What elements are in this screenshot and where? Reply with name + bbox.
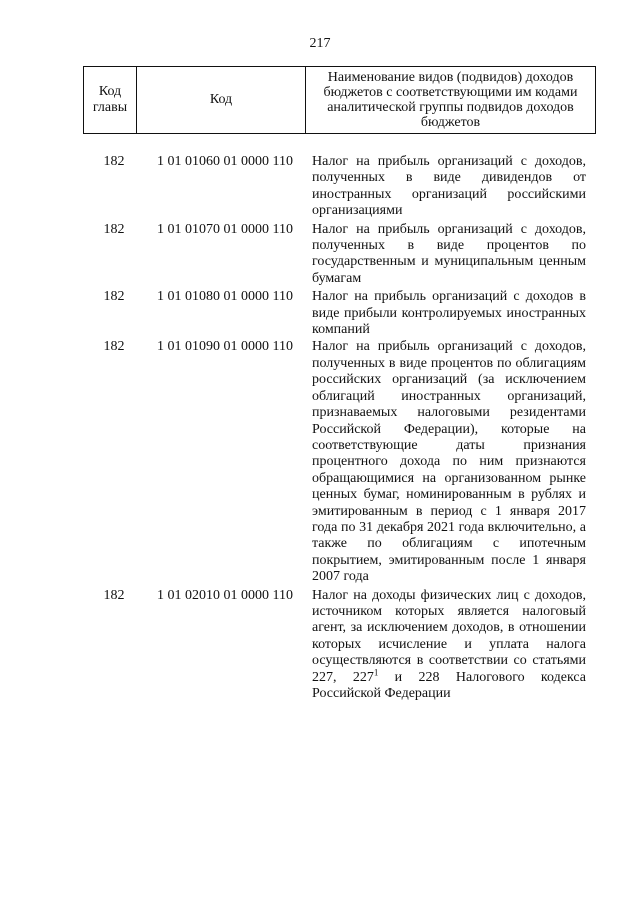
income-name: Налог на прибыль организаций с доходов в виде прибыли контролируемых иностранных компаний: [312, 289, 586, 338]
income-code: 1 01 01090 01 0000 110: [157, 339, 293, 355]
chapter-code: 182: [103, 587, 125, 603]
chapter-code: 182: [103, 339, 125, 355]
table-row: [0, 588, 640, 703]
table-row: [0, 154, 640, 220]
table-header: [83, 66, 596, 134]
income-name: Налог на прибыль организаций с доходов, полученных в виде процентов по облигациям российских организаций (за исключением облигаций иностранных организаций, признаваемых налоговыми резидентами Российской Федерации), которые на соответствующие даты признания процентного дохода по ним признаются обращающимися на организованном рынке ценных бумаг, номинированным в рублях и эмитированным в период с 1 января 2017 года по 31 декабря 2021 года включительно, а также по облигациям с ипотечным покрытием, эмитированным после 1 января 2007 года: [312, 339, 586, 585]
table-row: [0, 289, 640, 338]
income-name: [310, 588, 586, 703]
income-code: 1 01 01080 01 0000 110: [157, 289, 293, 305]
header-code: Код: [137, 67, 306, 133]
chapter-code: 182: [103, 221, 125, 237]
chapter-code: 182: [103, 154, 125, 169]
table-row: [0, 222, 640, 288]
table-row: [0, 339, 640, 585]
income-name: Налог на прибыль организаций с доходов, полученных в виде процентов по государственным и муниципальным ценным бумагам: [312, 221, 586, 286]
income-name-part2: и 228 Налогового кодекса Российской Федерации: [312, 669, 586, 701]
income-code: 1 01 01070 01 0000 110: [157, 221, 293, 237]
chapter-code: 182: [103, 289, 125, 305]
header-chapter-code: Код главы: [84, 67, 137, 133]
superscript: 1: [373, 666, 379, 677]
table-body: [0, 150, 640, 702]
page-number: 217: [309, 36, 331, 51]
income-name-part1: Налог на доходы физических лиц с доходов, источником которых является налоговый агент, за исключением доходов, в отношении которых исчисление и уплата налога осуществляются в соответствии со статьями 227, 227: [312, 587, 586, 685]
income-name: Налог на прибыль организаций с доходов, полученных в виде дивидендов от иностранных организаций российскими организациями: [312, 154, 586, 219]
header-name: Наименование видов (подвидов) доходов бюджетов с соответствующими им кодами аналитической группы подвидов доходов бюджетов: [323, 70, 578, 130]
income-code: 1 01 02010 01 0000 110: [157, 587, 293, 603]
income-code: 1 01 01060 01 0000 110: [157, 154, 293, 169]
